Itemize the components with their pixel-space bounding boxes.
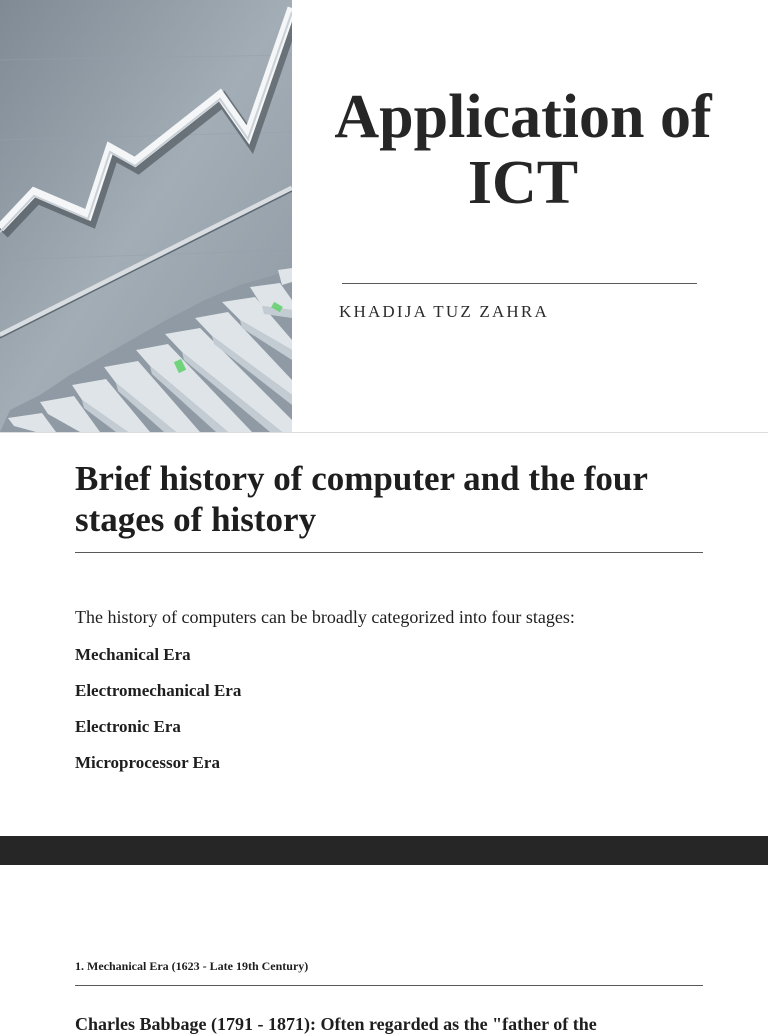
title-slide <box>0 0 768 432</box>
title-line-2: ICT <box>467 149 579 217</box>
presentation-title <box>300 84 746 216</box>
author-name: KHADIJA TUZ ZAHRA <box>339 302 549 321</box>
section-divider <box>75 985 703 986</box>
title-line-1: Application of <box>334 83 712 151</box>
slide-separator-band <box>0 836 768 865</box>
hero-photo <box>0 0 292 432</box>
slide-heading: Brief history of computer and the four stages of history <box>75 459 648 539</box>
era-item: Mechanical Era <box>75 645 191 664</box>
era-item: Electromechanical Era <box>75 681 242 700</box>
babbage-text: Charles Babbage (1791 - 1871): Often regarded as the "father of the <box>75 1014 597 1034</box>
slide-separator <box>0 432 768 433</box>
era-list <box>75 643 241 787</box>
staircase-arrow-image <box>0 0 292 432</box>
title-divider <box>342 283 697 284</box>
intro-text: The history of computers can be broadly categorized into four stages: <box>75 607 575 627</box>
era-item: Electronic Era <box>75 717 181 736</box>
body-text-partial <box>75 1014 597 1035</box>
era-item: Microprocessor Era <box>75 753 220 772</box>
heading-divider <box>75 552 703 553</box>
section-heading: 1. Mechanical Era (1623 - Late 19th Century) <box>75 959 309 973</box>
